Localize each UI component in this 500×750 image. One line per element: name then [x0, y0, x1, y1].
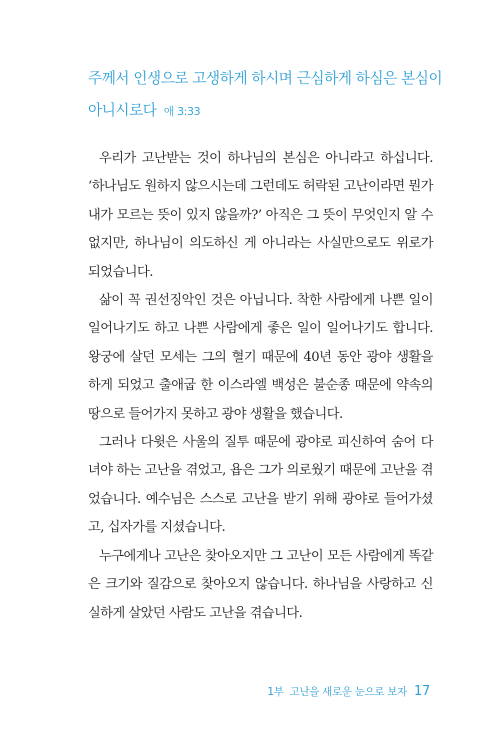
paragraph: 그러나 다윗은 사울의 질투 때문에 광야로 피신하여 숨어 다녀야 하는 고난을 겪었고, 욥은 그가 의로웠기 때문에 고난을 겪었습니다. 예수님은 스스로 고난을 받기 위해 광야로 들어가셨고, 십자가를 지셨습니다. — [88, 435, 433, 536]
body-text — [88, 145, 433, 628]
verse-reference: 애 3:33 — [163, 105, 201, 118]
running-footer — [267, 684, 430, 699]
paragraph: 삶이 꼭 권선징악인 것은 아닙니다. 착한 사람에게 나쁜 일이 일어나기도 하고 나쁜 사람에게 좋은 일이 일어나기도 합니다. 왕궁에 살던 모세는 그의 혈기 때문에 40년 동안 광야 생활을 하게 되었고 출애굽 한 이스라엘 백성은 불순종 때문에 약속의 땅으로 들어가지 못하고 광야 생활을 했습니다. — [88, 293, 433, 422]
paragraph: 누구에게나 고난은 찾아오지만 그 고난이 모든 사람에게 똑같은 크기와 질감으로 찾아오지 않습니다. 하나님을 사랑하고 신실하게 살았던 사람도 고난을 겪습니다. — [88, 548, 433, 621]
verse-text: 주께서 인생으로 고생하게 하시며 근심하게 하심은 본심이 아니시로다 — [88, 70, 443, 119]
page-number: 17 — [414, 684, 430, 699]
paragraph: 우리가 고난받는 것이 하나님의 본심은 아니라고 하십니다. ‘하나님도 원하지 않으시는데 그런데도 허락된 고난이라면 뭔가 내가 모르는 뜻이 있지 않을까?’ 아직은 그 뜻이 무엇인지 알 수 없지만, 하나님이 의도하신 게 아니라는 사실만으로도 위로가 되었습니다. — [88, 151, 433, 280]
footer-chapter-title: 고난을 새로운 눈으로 보자 — [289, 686, 407, 698]
scripture-verse — [88, 63, 443, 128]
footer-part-label: 1부 — [267, 686, 284, 698]
